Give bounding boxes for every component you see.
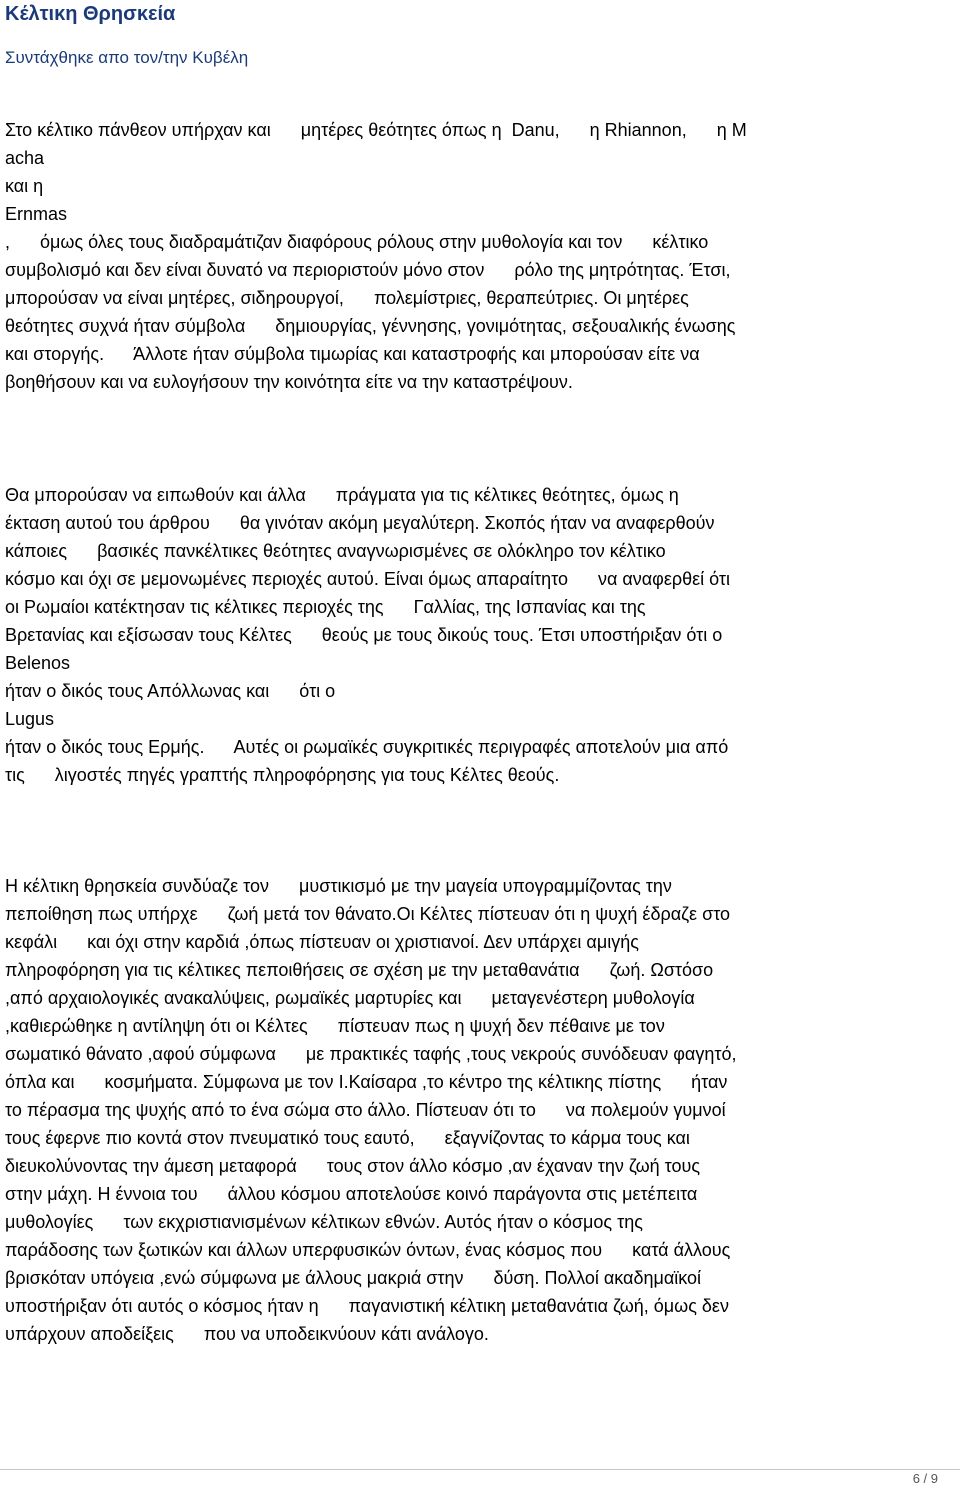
text-line: τις λιγοστές πηγές γραπτής πληροφόρησης για τους Κέλτες θεούς.: [5, 765, 560, 785]
document-title: Κέλτικη Θρησκεία: [5, 3, 176, 25]
paragraph-roman-interpretation: [5, 481, 955, 789]
text-line: ,από αρχαιολογικές ανακαλύψεις, ρωμαϊκές μαρτυρίες και μεταγενέστερη μυθολογία: [5, 988, 695, 1008]
text-line: σωματικό θάνατο ,αφού σύμφωνα με πρακτικές ταφής ,τους νεκρούς συνόδευαν φαγητό,: [5, 1044, 737, 1064]
text-line: , όμως όλες τους διαδραμάτιζαν διαφόρους ρόλους στην μυθολογία και τον κέλτικο: [5, 232, 709, 252]
text-line: ήταν ο δικός τους Απόλλωνας και ότι ο: [5, 681, 336, 701]
text-line: βοηθήσουν και να ευλογήσουν την κοινότητα είτε να την καταστρέψουν.: [5, 372, 573, 392]
text-line: βρισκόταν υπόγεια ,ενώ σύμφωνα με άλλους μακριά στην δύση. Πολλοί ακαδημαϊκοί: [5, 1268, 702, 1288]
text-line: θεότητες συχνά ήταν σύμβολα δημιουργίας, γέννησης, γονιμότητας, σεξουαλικής ένωσης: [5, 316, 736, 336]
text-line: κεφάλι και όχι στην καρδιά ,όπως πίστευαν οι χριστιανοί. Δεν υπάρχει αμιγής: [5, 932, 639, 952]
paragraph-afterlife-beliefs: [5, 872, 955, 1348]
text-line: υπάρχουν αποδείξεις που να υποδεικνύουν κάτι ανάλογο.: [5, 1324, 489, 1344]
text-line: το πέρασμα της ψυχής από το ένα σώμα στο άλλο. Πίστευαν ότι το να πολεμούν γυμνοί: [5, 1100, 726, 1120]
author-line: Συντάχθηκε απο τον/την Κυβέλη: [5, 48, 249, 67]
page-number: 6 / 9: [912, 1471, 938, 1486]
text-line: μπορούσαν να είναι μητέρες, σιδηρουργοί, πολεμίστριες, θεραπεύτριες. Οι μητέρες: [5, 288, 689, 308]
text-line: έκταση αυτού του άρθρου θα γινόταν ακόμη μεγαλύτερη. Σκοπός ήταν να αναφερθούν: [5, 513, 715, 533]
text-line: στην μάχη. Η έννοια του άλλου κόσμου αποτελούσε κοινό παράγοντα στις μετέπειτα: [5, 1184, 698, 1204]
text-line: και στοργής. Άλλοτε ήταν σύμβολα τιμωρίας και καταστροφής και μπορούσαν είτε να: [5, 344, 700, 364]
text-line: όπλα και κοσμήματα. Σύμφωνα με τον Ι.Καίσαρα ,το κέντρο της κέλτικης πίστης ήταν: [5, 1072, 728, 1092]
text-line: Στο κέλτικο πάνθεον υπήρχαν και μητέρες θεότητες όπως η Danu, η Rhiannon, η M: [5, 120, 747, 140]
footer-divider: [0, 1469, 960, 1470]
text-line: κόσμο και όχι σε μεμονωμένες περιοχές αυτού. Είναι όμως απαραίτητο να αναφερθεί ότι: [5, 569, 731, 589]
text-line: πεποίθηση πως υπήρχε ζωή μετά τον θάνατο.Οι Κέλτες πίστευαν ότι η ψυχή έδραζε στο: [5, 904, 731, 924]
text-line: κάποιες βασικές πανκέλτικες θεότητες αναγνωρισμένες σε ολόκληρο τον κέλτικο: [5, 541, 666, 561]
text-line: συμβολισμό και δεν είναι δυνατό να περιοριστούν μόνο στον ρόλο της μητρότητας. Έτσι,: [5, 260, 731, 280]
text-line: Ernmas: [5, 204, 68, 224]
text-line: Βρετανίας και εξίσωσαν τους Κέλτες θεούς με τους δικούς τους. Έτσι υποστήριξαν ότι ο: [5, 625, 723, 645]
text-line: ,καθιερώθηκε η αντίληψη ότι οι Κέλτες πίστευαν πως η ψυχή δεν πέθαινε με τον: [5, 1016, 665, 1036]
text-line: και η: [5, 176, 44, 196]
text-line: τους έφερνε πιο κοντά στον πνευματικό τους εαυτό, εξαγνίζοντας το κάρμα τους και: [5, 1128, 690, 1148]
text-line: Belenos: [5, 653, 71, 673]
text-line: Θα μπορούσαν να ειπωθούν και άλλα πράγματα για τις κέλτικες θεότητες, όμως η: [5, 485, 679, 505]
paragraph-mother-goddesses: [5, 116, 955, 396]
text-line: οι Ρωμαίοι κατέκτησαν τις κέλτικες περιοχές της Γαλλίας, της Ισπανίας και της: [5, 597, 646, 617]
text-line: παράδοσης των ξωτικών και άλλων υπερφυσικών όντων, ένας κόσμος που κατά άλλους: [5, 1240, 731, 1260]
text-line: Η κέλτικη θρησκεία συνδύαζε τον μυστικισμό με την μαγεία υπογραμμίζοντας την: [5, 876, 672, 896]
text-line: μυθολογίες των εκχριστιανισμένων κέλτικων εθνών. Αυτός ήταν ο κόσμος της: [5, 1212, 643, 1232]
text-line: Lugus: [5, 709, 55, 729]
text-line: διευκολύνοντας την άμεση μεταφορά τους στον άλλο κόσμο ,αν έχαναν την ζωή τους: [5, 1156, 701, 1176]
text-line: acha: [5, 148, 45, 168]
text-line: υποστήριξαν ότι αυτός ο κόσμος ήταν η παγανιστική κέλτικη μεταθανάτια ζωή, όμως δεν: [5, 1296, 729, 1316]
text-line: ήταν ο δικός τους Ερμής. Αυτές οι ρωμαϊκές συγκριτικές περιγραφές αποτελούν μια από: [5, 737, 729, 757]
text-line: πληροφόρηση για τις κέλτικες πεποιθήσεις σε σχέση με την μεταθανάτια ζωή. Ωστόσο: [5, 960, 714, 980]
